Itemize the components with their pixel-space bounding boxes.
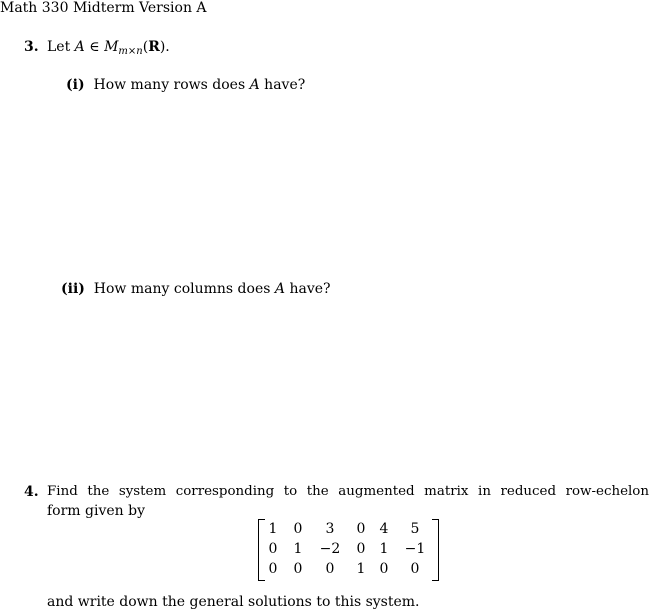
matrix-cell: 1 — [268, 521, 278, 537]
q4-line1: Find the system corresponding to the augmented matrix in reduced row-echelon — [47, 484, 649, 499]
q3-let: Let — [47, 39, 75, 55]
q3-statement — [47, 39, 170, 55]
q3-var-a: A — [74, 39, 85, 55]
part-var: A — [274, 281, 285, 297]
part-var: A — [249, 77, 260, 93]
q3-paren-open: ( — [142, 39, 149, 55]
matrix-cell: 0 — [268, 541, 278, 557]
matrix-cell: 1 — [379, 541, 389, 557]
q4-line2: form given by — [47, 503, 145, 519]
augmented-matrix — [258, 519, 439, 581]
matrix-cell: −1 — [404, 541, 426, 557]
part-text-before: How many rows does — [93, 77, 250, 93]
matrix-cell: 0 — [410, 561, 420, 577]
page-title: Math 330 Midterm Version A — [0, 0, 207, 16]
part-text-after: have? — [285, 281, 331, 297]
q3-reals: R — [148, 39, 160, 55]
matrix-cell: 0 — [293, 561, 303, 577]
matrix-cell: 0 — [325, 561, 335, 577]
matrix-cell: 0 — [268, 561, 278, 577]
matrix-cell: 5 — [410, 521, 420, 537]
q3-paren-close: ). — [159, 39, 170, 55]
part-label: (ii) — [61, 281, 85, 297]
matrix-cell: 4 — [379, 521, 389, 537]
q4-number: 4. — [24, 484, 39, 500]
matrix-cell: −2 — [319, 541, 341, 557]
matrix-cell: 1 — [356, 561, 366, 577]
matrix-cell: 0 — [356, 541, 366, 557]
q3-in: ∈ — [84, 39, 105, 55]
matrix-cell: 1 — [293, 541, 303, 557]
q4-after: and write down the general solutions to this system. — [47, 594, 420, 610]
part-text-after: have? — [259, 77, 306, 93]
q3-number: 3. — [24, 39, 39, 55]
q3-part-ii — [61, 281, 331, 297]
q3-subscript: m×n — [118, 46, 143, 57]
part-label: (i) — [66, 77, 85, 93]
matrix-cell: 0 — [356, 521, 366, 537]
matrix-cell: 3 — [325, 521, 335, 537]
q3-m: M — [104, 39, 119, 55]
q3-part-i — [66, 77, 305, 93]
matrix-right-bracket — [432, 519, 439, 581]
matrix-cell: 0 — [379, 561, 389, 577]
matrix-cell: 0 — [293, 521, 303, 537]
part-text-before: How many columns does — [93, 281, 275, 297]
